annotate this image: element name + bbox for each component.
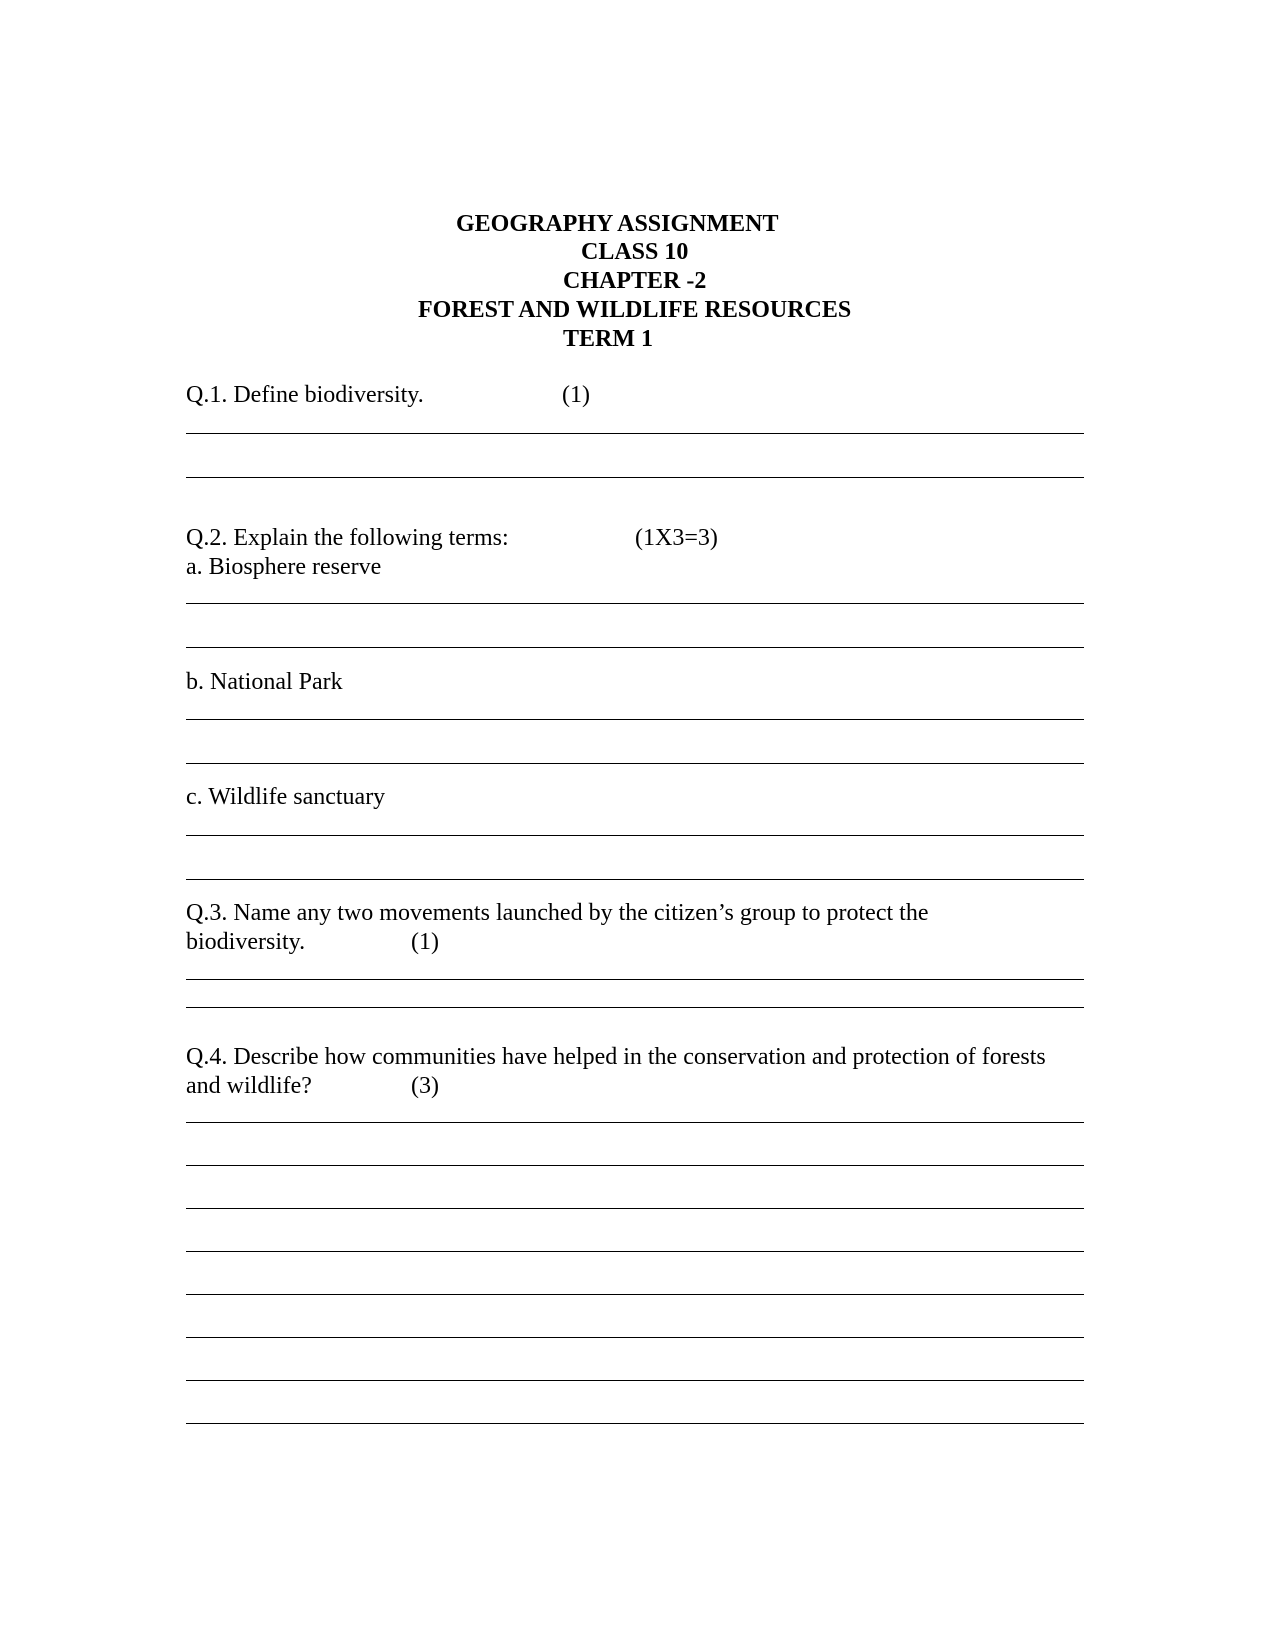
answer-line[interactable] [186, 647, 1084, 648]
q3-text-line-1: Q.3. Name any two movements launched by the citizen’s group to protect the [186, 900, 929, 926]
answer-line[interactable] [186, 979, 1084, 980]
q3-text-line-2: biodiversity. [186, 929, 306, 955]
q4-marks: (3) [411, 1073, 439, 1099]
answer-line[interactable] [186, 1208, 1084, 1209]
answer-line[interactable] [186, 603, 1084, 604]
q4-text-line-2: and wildlife? [186, 1073, 312, 1099]
q2-marks: (1X3=3) [635, 525, 718, 551]
q2-part-c: c. Wildlife sanctuary [186, 784, 386, 810]
title-line-3: CHAPTER -2 [563, 268, 707, 294]
answer-line[interactable] [186, 763, 1084, 764]
q1-marks: (1) [562, 382, 590, 408]
q3-marks: (1) [411, 929, 439, 955]
q4-text-line-1: Q.4. Describe how communities have helped in the conservation and protection of forests [186, 1044, 1046, 1070]
q2-part-b: b. National Park [186, 669, 343, 695]
answer-line[interactable] [186, 879, 1084, 880]
q2-text: Q.2. Explain the following terms: [186, 525, 509, 551]
title-line-4: FOREST AND WILDLIFE RESOURCES [418, 297, 852, 323]
answer-line[interactable] [186, 433, 1084, 434]
title-line-2: CLASS 10 [581, 239, 689, 265]
title-line-5: TERM 1 [563, 326, 653, 352]
answer-line[interactable] [186, 1165, 1084, 1166]
answer-line[interactable] [186, 1007, 1084, 1008]
answer-line[interactable] [186, 1423, 1084, 1424]
answer-line[interactable] [186, 1337, 1084, 1338]
answer-line[interactable] [186, 1251, 1084, 1252]
answer-line[interactable] [186, 835, 1084, 836]
answer-line[interactable] [186, 719, 1084, 720]
answer-line[interactable] [186, 1380, 1084, 1381]
answer-line[interactable] [186, 1294, 1084, 1295]
answer-line[interactable] [186, 477, 1084, 478]
answer-line[interactable] [186, 1122, 1084, 1123]
title-line-1: GEOGRAPHY ASSIGNMENT [456, 211, 779, 237]
q2-part-a: a. Biosphere reserve [186, 554, 382, 580]
q1-text: Q.1. Define biodiversity. [186, 382, 424, 408]
